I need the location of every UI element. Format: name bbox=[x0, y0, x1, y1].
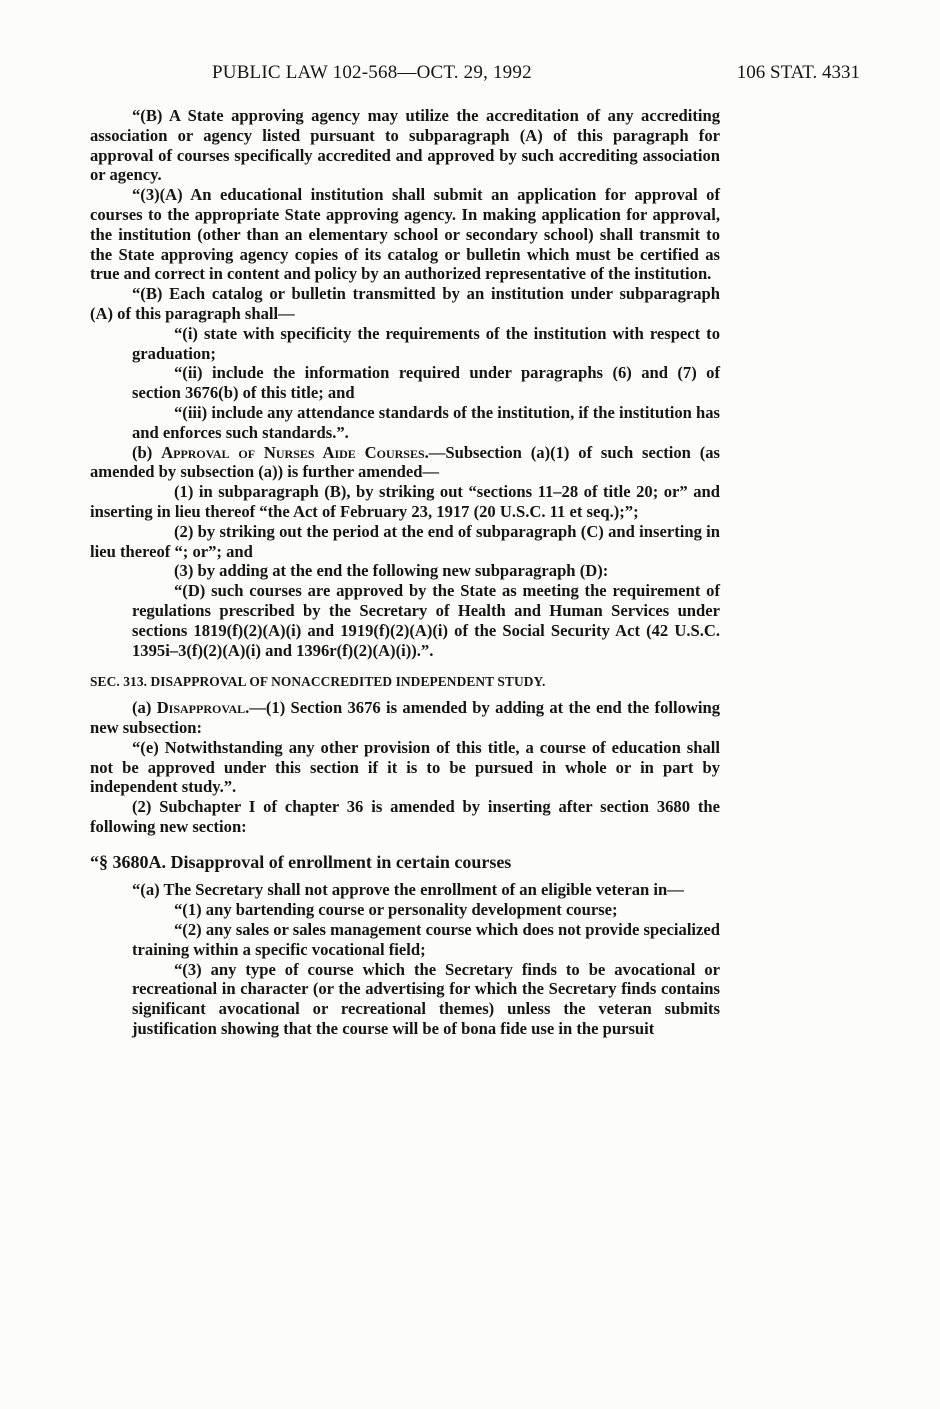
amendment-2: (2) by striking out the period at the end of subparagraph (C) and inserting in lieu thereof “; or”; and bbox=[90, 521, 720, 561]
document-body bbox=[90, 106, 720, 1039]
subsection-b-text: —Subsection (a)(1) of such section (as amended by subsection (a)) is further amended— bbox=[90, 442, 720, 482]
clause-iii: “(iii) include any attendance standards of the institution, if the institution has and enforces such standards.”. bbox=[132, 402, 720, 442]
subsection-a-disapproval bbox=[90, 698, 720, 738]
paragraph-a-secretary: “(a) The Secretary shall not approve the enrollment of an eligible veteran in— bbox=[132, 880, 684, 900]
section-3680a-heading: “§ 3680A. Disapproval of enrollment in certain courses bbox=[90, 851, 512, 872]
clause-i: “(i) state with specificity the requirements of the institution with respect to graduation; bbox=[132, 323, 720, 363]
amendment-3: (3) by adding at the end the following new subparagraph (D): bbox=[174, 561, 609, 581]
subsection-a-label: (a) bbox=[132, 698, 157, 718]
subsection-b-caption: Approval of Nurses Aide Courses. bbox=[161, 442, 429, 462]
subsection-a-text: —(1) Section 3676 is amended by adding at the end the following new subsection: bbox=[90, 698, 721, 737]
item-2-sales: “(2) any sales or sales management course which does not provide specialized training within a specific vocational field; bbox=[132, 920, 720, 959]
item-3-avocational: “(3) any type of course which the Secretary finds to be avocational or recreational in character (or the advertising for which the Secretary finds contains significant avocational or recreational themes) unless the veteran submits justification showing that the course will be of bona fide use in the pursuit bbox=[132, 959, 720, 1039]
section-313-heading: SEC. 313. DISAPPROVAL OF NONACCREDITED INDEPENDENT STUDY. bbox=[90, 674, 546, 690]
subsection-a-caption: Disapproval. bbox=[156, 698, 250, 718]
item-1-bartending: “(1) any bartending course or personality development course; bbox=[174, 900, 618, 920]
subsection-e-text: “(e) Notwithstanding any other provision of this title, a course of education shall not be approved under this section if it is to be pursued in whole or in part by independent study.”. bbox=[90, 737, 720, 797]
clause-ii: “(ii) include the information required under paragraphs (6) and (7) of section 3676(b) of this title; and bbox=[132, 363, 720, 403]
header-stat-citation: 106 STAT. 4331 bbox=[736, 62, 860, 83]
header-title: PUBLIC LAW 102-568—OCT. 29, 1992 bbox=[212, 62, 532, 83]
paragraph-3b-catalog: “(B) Each catalog or bulletin transmitted by an institution under subparagraph (A) of this paragraph shall— bbox=[90, 284, 720, 323]
page-header bbox=[90, 62, 860, 88]
paragraph-b-accreditation: “(B) A State approving agency may utilize the accreditation of any accrediting association or agency listed pursuant to subparagraph (A) of this paragraph for approval of courses specifically accredited and approved by such accrediting association or agency. bbox=[90, 106, 720, 185]
subsection-b-label: (b) bbox=[132, 442, 162, 462]
subsection-b-nurses-aide bbox=[90, 443, 720, 483]
amendment-1: (1) in subparagraph (B), by striking out “sections 11–28 of title 20; or” and inserting in lieu thereof “the Act of February 23, 1917 (20 U.S.C. 11 et seq.);”; bbox=[90, 482, 720, 521]
subparagraph-d: “(D) such courses are approved by the State as meeting the requirement of regulations prescribed by the Secretary of Health and Human Services under sections 1819(f)(2)(A)(i) and 1919(f)(2)(A)(i) of the Social Security Act (42 U.S.C. 1395i–3(f)(2)(A)(i) and 1396r(f)(2)(A)(i)).”. bbox=[132, 581, 720, 660]
paragraph-2-subchapter: (2) Subchapter I of chapter 36 is amended by inserting after section 3680 the following new section: bbox=[90, 797, 720, 836]
paragraph-3a-application: “(3)(A) An educational institution shall submit an application for approval of courses to the appropriate State approving agency. In making application for approval, the institution (other than an elementary school or secondary school) shall transmit to the State approving agency copies of its catalog or bulletin which must be certified as true and correct in content and policy by an authorized representative of the institution. bbox=[90, 185, 720, 284]
